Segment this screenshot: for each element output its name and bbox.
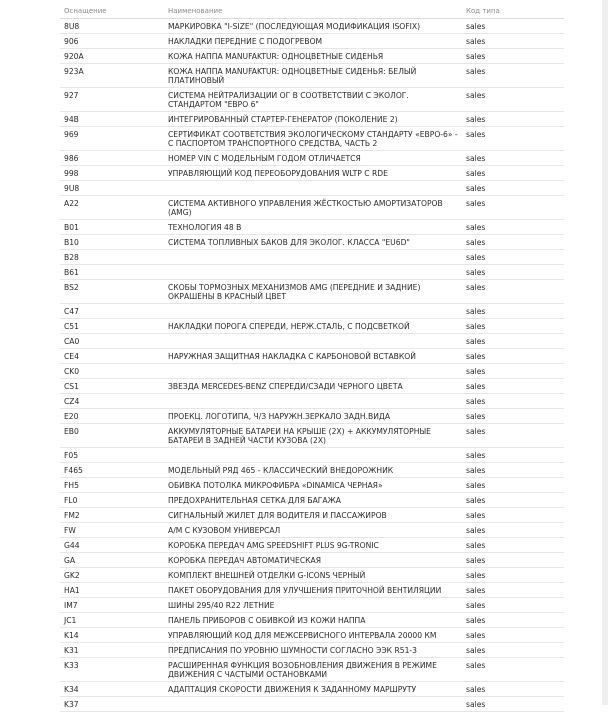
table-row [60,508,564,523]
option-name-cell: ПРЕДПИСАНИЯ ПО УРОВНЮ ШУМНОСТИ СОГЛАСНО ЭЭК R51-3 [164,643,462,658]
type-code-cell: sales [462,196,564,220]
table-row [60,658,564,682]
option-name-cell: СКОБЫ ТОРМОЗНЫХ МЕХАНИЗМОВ AMG (ПЕРЕДНИЕ И ЗАДНИЕ) ОКРАШЕНЫ В КРАСНЫЙ ЦВЕТ [164,280,462,304]
type-code-cell: sales [462,49,564,64]
header-type: Код типа [462,5,564,19]
type-code-cell: sales [462,658,564,682]
type-code-cell: sales [462,349,564,364]
option-name-cell: ПРОЕКЦ. ЛОГОТИПА, Ч/З НАРУЖН.ЗЕРКАЛО ЗАДН.ВИДА [164,409,462,424]
type-code-cell: sales [462,88,564,112]
option-name-cell [164,265,462,280]
table-row [60,250,564,265]
option-name-cell [164,448,462,463]
option-code-cell: BS2 [60,280,164,304]
table-row [60,697,564,712]
option-name-cell: СИСТЕМА НЕЙТРАЛИЗАЦИИ ОГ В СООТВЕТСТВИИ С ЭКОЛОГ. СТАНДАРТОМ "ЕВРО 6" [164,88,462,112]
type-code-cell: sales [462,181,564,196]
table-row [60,394,564,409]
header-name: Наименование [164,5,462,19]
option-name-cell: НАКЛАДКИ ПЕРЕДНИЕ С ПОДОГРЕВОМ [164,34,462,49]
option-name-cell: ПАНЕЛЬ ПРИБОРОВ С ОБИВКОЙ ИЗ КОЖИ НАППА [164,613,462,628]
type-code-cell: sales [462,682,564,697]
table-row [60,304,564,319]
type-code-cell: sales [462,151,564,166]
option-name-cell: КОРОБКА ПЕРЕДАЧ АВТОМАТИЧЕСКАЯ [164,553,462,568]
option-name-cell: МАРКИРОВКА "I-SIZE" (ПОСЛЕДУЮЩАЯ МОДИФИКАЦИЯ ISOFIX) [164,19,462,34]
type-code-cell: sales [462,280,564,304]
type-code-cell: sales [462,493,564,508]
option-code-cell: GA [60,553,164,568]
option-code-cell: CS1 [60,379,164,394]
option-code-cell: 94B [60,112,164,127]
option-name-cell: РАСШИРЕННАЯ ФУНКЦИЯ ВОЗОБНОВЛЕНИЯ ДВИЖЕНИЯ В РЕЖИМЕ ДВИЖЕНИЯ С ЧАСТЫМИ ОСТАНОВКАМИ [164,658,462,682]
option-name-cell: НАКЛАДКИ ПОРОГА СПЕРЕДИ, НЕРЖ.СТАЛЬ, С ПОДСВЕТКОЙ [164,319,462,334]
type-code-cell: sales [462,553,564,568]
table-row [60,349,564,364]
table-row [60,151,564,166]
option-name-cell: ИНТЕГРИРОВАННЫЙ СТАРТЕР-ГЕНЕРАТОР (ПОКОЛЕНИЕ 2) [164,112,462,127]
option-name-cell [164,304,462,319]
table-row [60,379,564,394]
option-name-cell [164,364,462,379]
option-name-cell [164,334,462,349]
table-row [60,235,564,250]
option-code-cell: FL0 [60,493,164,508]
option-code-cell: F05 [60,448,164,463]
table-row [60,19,564,34]
option-code-cell: K34 [60,682,164,697]
table-row [60,643,564,658]
table-row [60,538,564,553]
type-code-cell: sales [462,319,564,334]
option-name-cell [164,250,462,265]
option-name-cell: АДАПТАЦИЯ СКОРОСТИ ДВИЖЕНИЯ К ЗАДАННОМУ МАРШРУТУ [164,682,462,697]
option-name-cell: СЕРТИФИКАТ СООТВЕТСТВИЯ ЭКОЛОГИЧЕСКОМУ СТАНДАРТУ «ЕВРО-6» - С ПАСПОРТОМ ТРАНСПОРТНОГО СРЕДСТВА, ЧАСТЬ 2 [164,127,462,151]
equipment-table [60,5,564,712]
option-code-cell: E20 [60,409,164,424]
option-code-cell: B61 [60,265,164,280]
option-name-cell: ШИНЫ 295/40 R22 ЛЕТНИЕ [164,598,462,613]
table-row [60,64,564,88]
option-name-cell: КОЖА НАППА MANUFAKTUR: ОДНОЦВЕТНЫЕ СИДЕНЬЯ: БЕЛЫЙ ПЛАТИНОВЫЙ [164,64,462,88]
type-code-cell: sales [462,409,564,424]
header-row [60,5,564,19]
option-code-cell: EB0 [60,424,164,448]
type-code-cell: sales [462,127,564,151]
type-code-cell: sales [462,166,564,181]
option-code-cell: K37 [60,697,164,712]
type-code-cell: sales [462,34,564,49]
type-code-cell: sales [462,613,564,628]
option-code-cell: B28 [60,250,164,265]
table-row [60,280,564,304]
option-code-cell: CK0 [60,364,164,379]
option-name-cell: ЗВЕЗДА MERCEDES-BENZ СПЕРЕДИ/СЗАДИ ЧЕРНОГО ЦВЕТА [164,379,462,394]
type-code-cell: sales [462,523,564,538]
option-code-cell: 906 [60,34,164,49]
table-row [60,598,564,613]
option-code-cell: G44 [60,538,164,553]
option-name-cell: УПРАВЛЯЮЩИЙ КОД ПЕРЕОБОРУДОВАНИЯ WLTP С RDE [164,166,462,181]
option-name-cell: МОДЕЛЬНЫЙ РЯД 465 - КЛАССИЧЕСКИЙ ВНЕДОРОЖНИК [164,463,462,478]
type-code-cell: sales [462,628,564,643]
option-name-cell: ТЕХНОЛОГИЯ 48 В [164,220,462,235]
option-code-cell: FH5 [60,478,164,493]
table-row [60,220,564,235]
table-row [60,196,564,220]
type-code-cell: sales [462,478,564,493]
option-code-cell: 986 [60,151,164,166]
option-code-cell: 969 [60,127,164,151]
type-code-cell: sales [462,463,564,478]
table-body [60,19,564,712]
type-code-cell: sales [462,64,564,88]
option-code-cell: K33 [60,658,164,682]
option-code-cell: 8U8 [60,19,164,34]
option-name-cell: НОМЕР VIN С МОДЕЛЬНЫМ ГОДОМ ОТЛИЧАЕТСЯ [164,151,462,166]
table-row [60,364,564,379]
type-code-cell: sales [462,598,564,613]
option-code-cell: JC1 [60,613,164,628]
type-code-cell: sales [462,424,564,448]
type-code-cell: sales [462,448,564,463]
type-code-cell: sales [462,394,564,409]
type-code-cell: sales [462,235,564,250]
type-code-cell: sales [462,112,564,127]
option-code-cell: GK2 [60,568,164,583]
table-row [60,127,564,151]
option-name-cell: КОЖА НАППА MANUFAKTUR: ОДНОЦВЕТНЫЕ СИДЕНЬЯ [164,49,462,64]
type-code-cell: sales [462,250,564,265]
type-code-cell: sales [462,220,564,235]
option-code-cell: K14 [60,628,164,643]
type-code-cell: sales [462,265,564,280]
type-code-cell: sales [462,568,564,583]
table-row [60,265,564,280]
option-name-cell: УПРАВЛЯЮЩИЙ КОД ДЛЯ МЕЖСЕРВИСНОГО ИНТЕРВАЛА 20000 КМ [164,628,462,643]
option-name-cell: ПРЕДОХРАНИТЕЛЬНАЯ СЕТКА ДЛЯ БАГАЖА [164,493,462,508]
option-code-cell: FM2 [60,508,164,523]
table-row [60,88,564,112]
option-name-cell: НАРУЖНАЯ ЗАЩИТНАЯ НАКЛАДКА С КАРБОНОВОЙ ВСТАВКОЙ [164,349,462,364]
option-code-cell: FW [60,523,164,538]
table-row [60,628,564,643]
table-row [60,112,564,127]
table-row [60,463,564,478]
table-row [60,319,564,334]
option-name-cell: АККУМУЛЯТОРНЫЕ БАТАРЕИ НА КРЫШЕ (2X) + АККУМУЛЯТОРНЫЕ БАТАРЕИ В ЗАДНЕЙ ЧАСТИ КУЗОВА (2X) [164,424,462,448]
option-code-cell: A22 [60,196,164,220]
table-row [60,334,564,349]
table-row [60,493,564,508]
table-row [60,448,564,463]
type-code-cell: sales [462,508,564,523]
table-row [60,613,564,628]
option-code-cell: 9U8 [60,181,164,196]
option-name-cell: СИГНАЛЬНЫЙ ЖИЛЕТ ДЛЯ ВОДИТЕЛЯ И ПАССАЖИРОВ [164,508,462,523]
type-code-cell: sales [462,583,564,598]
table-row [60,682,564,697]
type-code-cell: sales [462,697,564,712]
table-row [60,166,564,181]
option-name-cell: КОРОБКА ПЕРЕДАЧ AMG SPEEDSHIFT PLUS 9G-TRONIC [164,538,462,553]
option-code-cell: IM7 [60,598,164,613]
table-row [60,583,564,598]
option-name-cell: ПАКЕТ ОБОРУДОВАНИЯ ДЛЯ УЛУЧШЕНИЯ ПРИТОЧНОЙ ВЕНТИЛЯЦИИ [164,583,462,598]
table-row [60,553,564,568]
type-code-cell: sales [462,364,564,379]
option-code-cell: 920A [60,49,164,64]
table-row [60,478,564,493]
option-name-cell [164,697,462,712]
option-name-cell [164,394,462,409]
option-name-cell: ОБИВКА ПОТОЛКА МИКРОФИБРА «DINAMICA ЧЕРНАЯ» [164,478,462,493]
table-row [60,181,564,196]
type-code-cell: sales [462,304,564,319]
option-code-cell: B01 [60,220,164,235]
header-code: Оснащение [60,5,164,19]
option-code-cell: HA1 [60,583,164,598]
table-row [60,523,564,538]
table-row [60,568,564,583]
option-code-cell: C51 [60,319,164,334]
option-name-cell [164,181,462,196]
option-code-cell: CA0 [60,334,164,349]
option-code-cell: F465 [60,463,164,478]
option-code-cell: 998 [60,166,164,181]
option-name-cell: А/М С КУЗОВОМ УНИВЕРСАЛ [164,523,462,538]
option-code-cell: 927 [60,88,164,112]
option-code-cell: CE4 [60,349,164,364]
option-code-cell: C47 [60,304,164,319]
type-code-cell: sales [462,538,564,553]
type-code-cell: sales [462,643,564,658]
table-header [60,5,564,19]
table-row [60,34,564,49]
type-code-cell: sales [462,19,564,34]
option-code-cell: B10 [60,235,164,250]
option-code-cell: CZ4 [60,394,164,409]
page-edge [602,0,608,705]
option-name-cell: СИСТЕМА ТОПЛИВНЫХ БАКОВ ДЛЯ ЭКОЛОГ. КЛАССА "EU6D" [164,235,462,250]
type-code-cell: sales [462,379,564,394]
table-row [60,409,564,424]
table-row [60,424,564,448]
option-name-cell: КОМПЛЕКТ ВНЕШНЕЙ ОТДЕЛКИ G-ICONS ЧЕРНЫЙ [164,568,462,583]
table-row [60,49,564,64]
option-code-cell: K31 [60,643,164,658]
option-code-cell: 923A [60,64,164,88]
option-name-cell: СИСТЕМА АКТИВНОГО УПРАВЛЕНИЯ ЖЁСТКОСТЬЮ АМОРТИЗАТОРОВ (AMG) [164,196,462,220]
type-code-cell: sales [462,334,564,349]
